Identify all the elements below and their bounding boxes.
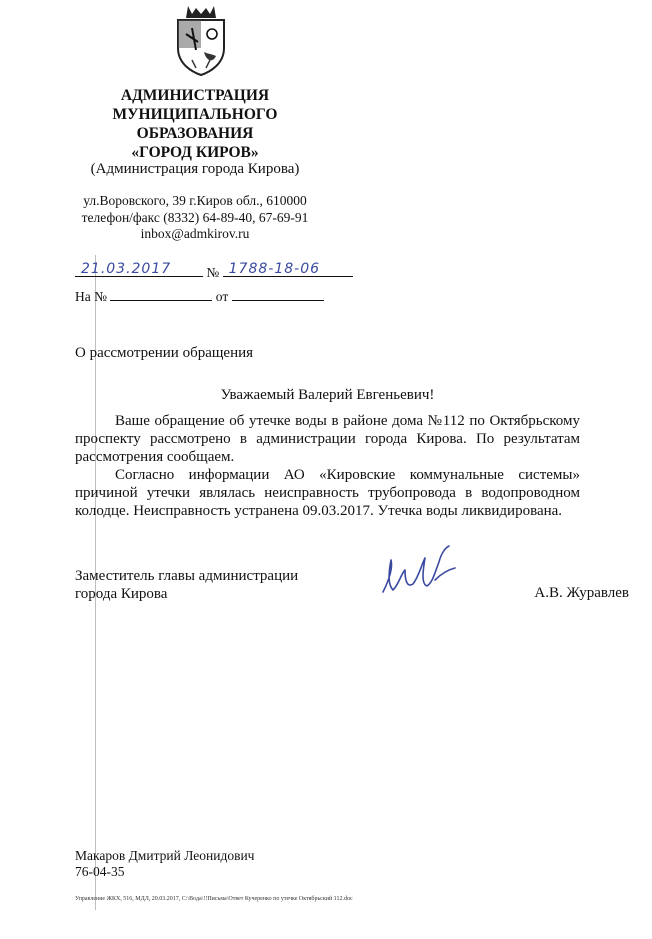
org-line: АДМИНИСТРАЦИЯ (120, 87, 270, 104)
org-line: «ГОРОД КИРОВ» (131, 144, 259, 161)
outgoing-reference (75, 262, 353, 281)
incoming-number-field (110, 286, 212, 301)
letter-greeting: Уважаемый Валерий Евгеньевич! (220, 387, 435, 403)
signatory-title-line: города Кирова (75, 586, 168, 602)
signatory-title-line: Заместитель главы администрации (75, 568, 299, 584)
org-line: МУНИЦИПАЛЬНОГО (112, 106, 278, 123)
organization-subname: (Администрация города Кирова) (90, 161, 300, 177)
incoming-date-field (232, 286, 324, 301)
phone-line: телефон/факс (8332) 64-89-40, 67-69-91 (81, 209, 309, 225)
organization-name (60, 86, 330, 162)
file-path-footer: Управление ЖКХ, 516, МДЛ, 20.03.2017, C:\Вода\!!Письма\Ответ Кучеренко по утечке Октябрьский 112.doc (75, 896, 353, 902)
org-line: ОБРАЗОВАНИЯ (136, 125, 254, 142)
incoming-reference (75, 286, 324, 305)
handwritten-date: 21.03.2017 (81, 261, 172, 277)
from-label: от (215, 289, 229, 304)
letter-subject: О рассмотрении обращения (75, 345, 254, 361)
handwritten-signature (375, 540, 465, 610)
address-line: ул.Воровского, 39 г.Киров обл., 610000 (83, 193, 307, 208)
address-block (60, 193, 330, 243)
signatory-title (75, 567, 298, 603)
handwritten-number: 1788-18-06 (228, 261, 321, 277)
outgoing-number-field (223, 262, 353, 277)
coat-of-arms-icon (170, 4, 232, 76)
letter-body (75, 412, 580, 520)
outgoing-date-field (75, 262, 203, 277)
email-line: inbox@admkirov.ru (140, 226, 250, 241)
body-paragraph: Согласно информации АО «Кировские коммунальные системы» причиной утечки являлась неисправность трубопровода в водопроводном колодце. Неисправность устранена 09.03.2017. Утечка воды ликвидирована. (75, 467, 580, 519)
executor-phone: 76-04-35 (75, 864, 125, 879)
executor-name: Макаров Дмитрий Леонидович (75, 848, 255, 863)
body-paragraph: Ваше обращение об утечке воды в районе дома №112 по Октябрьскому проспекту рассмотрено в администрации города Кирова. По результатам рассмотрения сообщаем. (75, 413, 580, 465)
incoming-number-label: На № (75, 289, 107, 304)
number-label: № (206, 265, 220, 280)
executor-block (75, 848, 254, 880)
signatory-name: А.В. Журавлев (534, 585, 629, 601)
